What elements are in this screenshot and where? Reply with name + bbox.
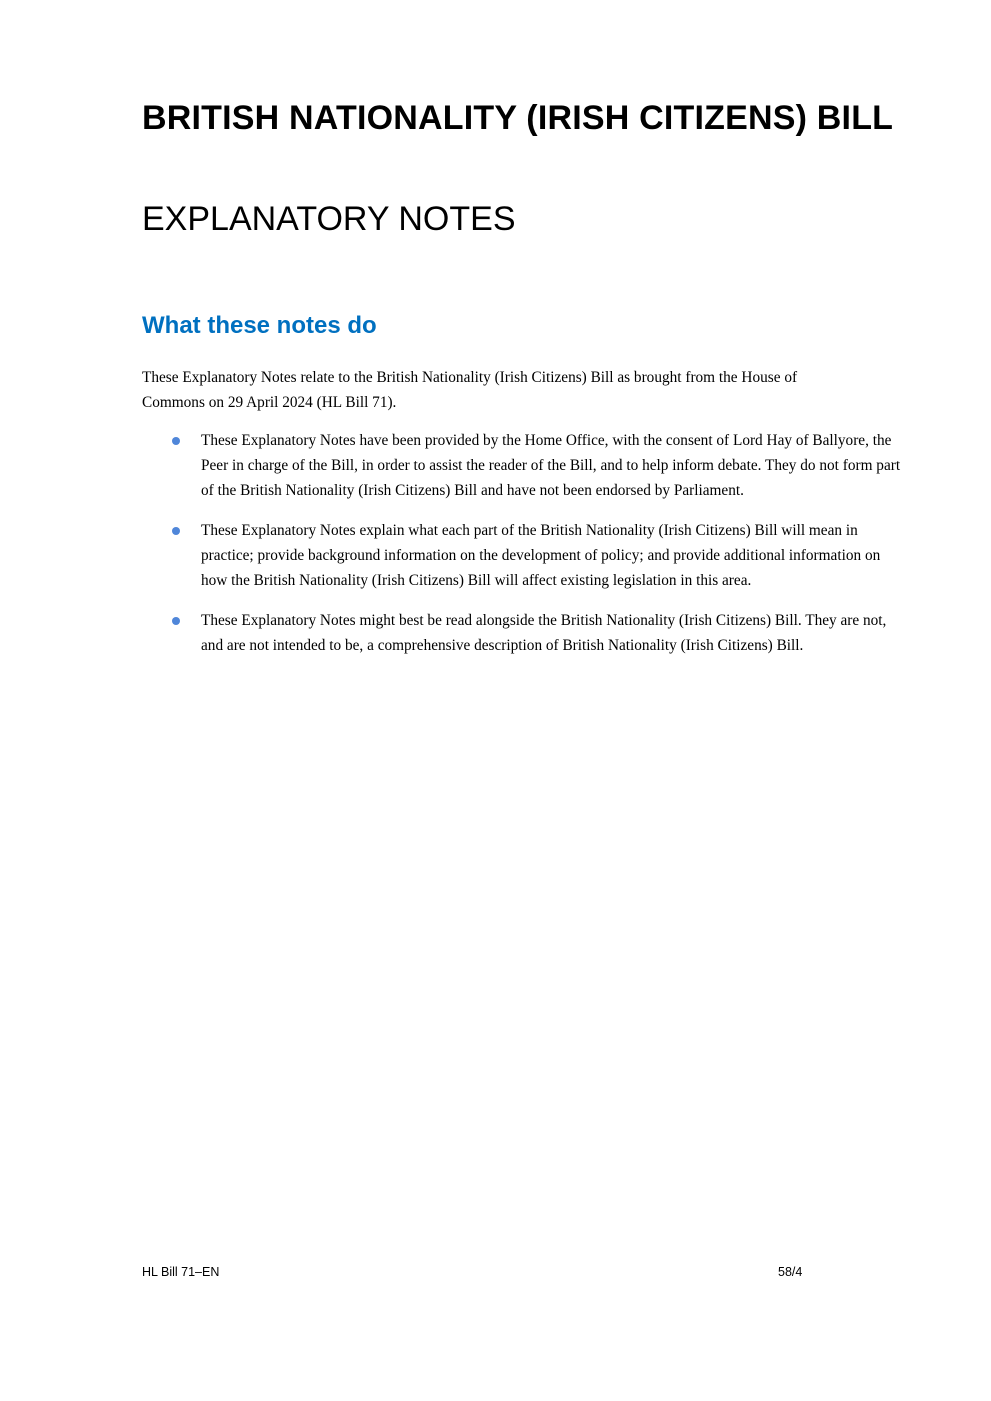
section-heading: What these notes do	[142, 312, 377, 339]
footer-page-code: 58/4	[778, 1265, 803, 1279]
bullet-item	[142, 428, 902, 503]
bullet-item	[142, 518, 902, 593]
intro-paragraph: These Explanatory Notes relate to the British Nationality (Irish Citizens) Bill as brought from the House of Commons on 29 April 2024 (HL Bill 71).	[142, 369, 798, 411]
bullet-dot-icon	[172, 527, 180, 535]
bullet-text: These Explanatory Notes have been provided by the Home Office, with the consent of Lord Hay of Ballyore, the Peer in charge of the Bill, in order to assist the reader of the Bill, and to help inform debate. They do not form part of the British Nationality (Irish Citizens) Bill and have not been endorsed by Parliament.	[201, 432, 901, 499]
bullet-dot-icon	[172, 617, 180, 625]
footer-bill-reference: HL Bill 71–EN	[142, 1265, 220, 1279]
bullet-text: These Explanatory Notes explain what each part of the British Nationality (Irish Citizens) Bill will mean in practice; provide background information on the development of policy; and provide additional information on how the British Nationality (Irish Citizens) Bill will affect existing legislation in this area.	[201, 522, 881, 589]
document-title: BRITISH NATIONALITY (IRISH CITIZENS) BILL	[142, 99, 894, 137]
bullet-dot-icon	[172, 437, 180, 445]
document-subtitle: EXPLANATORY NOTES	[142, 200, 516, 238]
bullet-text: These Explanatory Notes might best be read alongside the British Nationality (Irish Citizens) Bill. They are not, and are not intended to be, a comprehensive description of British Nationality (Irish Citizens) Bill.	[201, 612, 887, 654]
bullet-item	[142, 608, 902, 658]
bullet-list	[142, 428, 902, 673]
